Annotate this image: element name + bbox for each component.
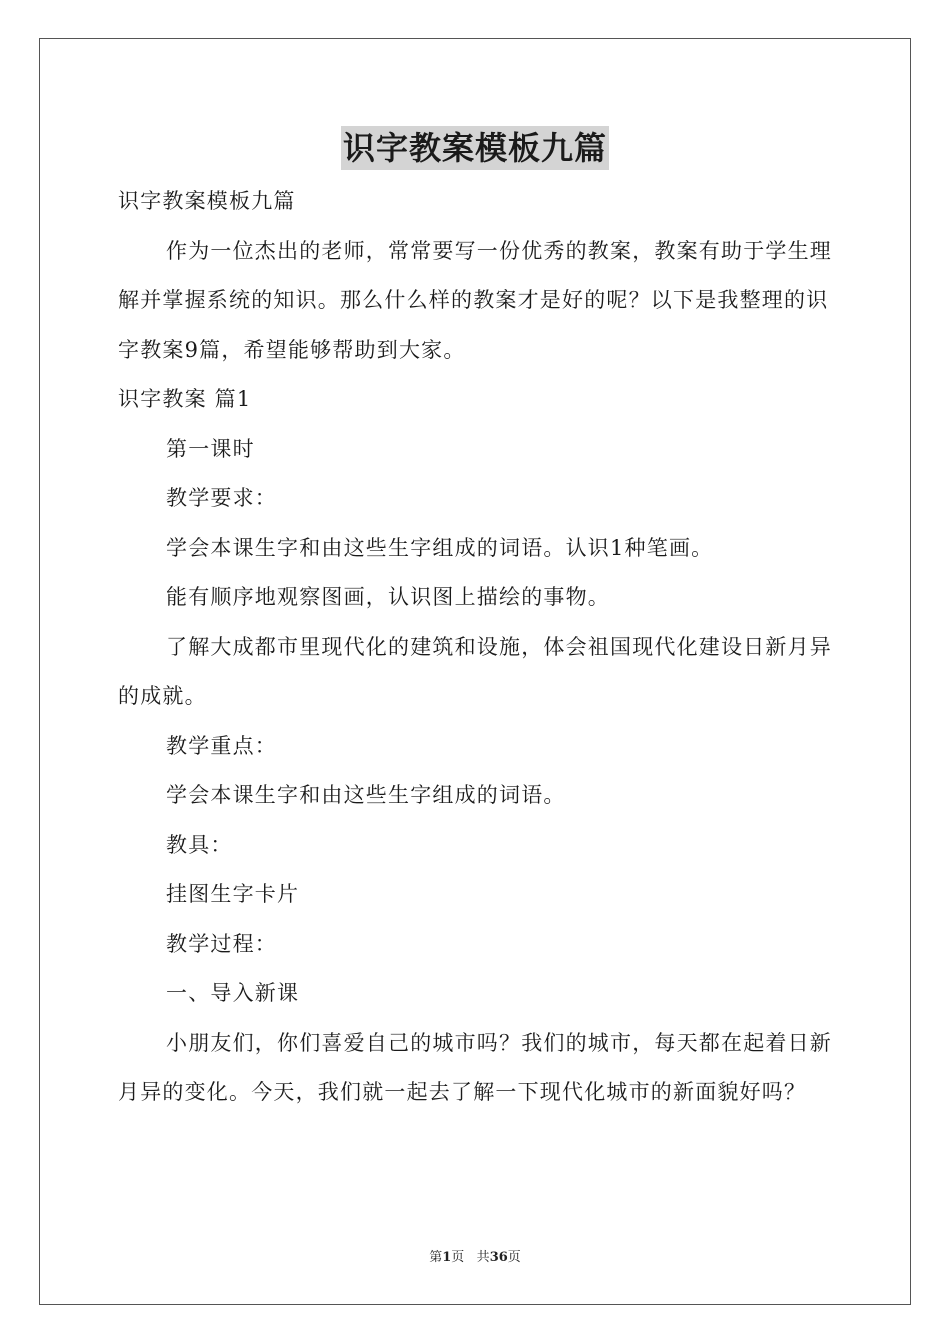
document-title: 识字教案模板九篇 — [341, 126, 609, 170]
paragraph: 教学过程： — [166, 931, 277, 956]
section-heading: 识字教案 篇1 — [118, 387, 252, 411]
paragraph-subtitle: 识字教案模板九篇 — [118, 189, 296, 213]
paragraph: 一、导入新课 — [166, 981, 300, 1005]
paragraph: 学会本课生字和由这些生字组成的词语。认识1种笔画。 — [166, 535, 714, 560]
total-prefix: 共 — [476, 1250, 490, 1265]
page-unit: 页 — [451, 1250, 465, 1265]
paragraph: 第一课时 — [166, 436, 255, 461]
document-body — [118, 177, 834, 1118]
page-footer — [0, 1246, 950, 1265]
page-prefix: 第 — [429, 1250, 443, 1265]
page-total: 36 — [489, 1250, 508, 1265]
title-container — [0, 126, 950, 170]
paragraph: 教具： — [166, 832, 233, 857]
page-current: 1 — [442, 1250, 452, 1265]
paragraph: 了解大成都市里现代化的建筑和设施，体会祖国现代化建设日新月异的成就。 — [118, 634, 832, 708]
paragraph: 挂图生字卡片 — [166, 882, 300, 906]
paragraph: 学会本课生字和由这些生字组成的词语。 — [166, 783, 566, 807]
paragraph: 小朋友们，你们喜爱自己的城市吗？我们的城市，每天都在起着日新月异的变化。今天，我们就一起去了解一下现代化城市的新面貌好吗？ — [118, 1030, 832, 1104]
total-unit: 页 — [507, 1250, 521, 1265]
paragraph: 教学要求： — [166, 486, 277, 510]
paragraph: 能有顺序地观察图画，认识图上描绘的事物。 — [166, 585, 610, 609]
paragraph: 教学重点： — [166, 733, 277, 758]
paragraph-intro: 作为一位杰出的老师，常常要写一份优秀的教案，教案有助于学生理解并掌握系统的知识。那么什么样的教案才是好的呢？以下是我整理的识字教案9篇，希望能够帮助到大家。 — [118, 238, 832, 362]
